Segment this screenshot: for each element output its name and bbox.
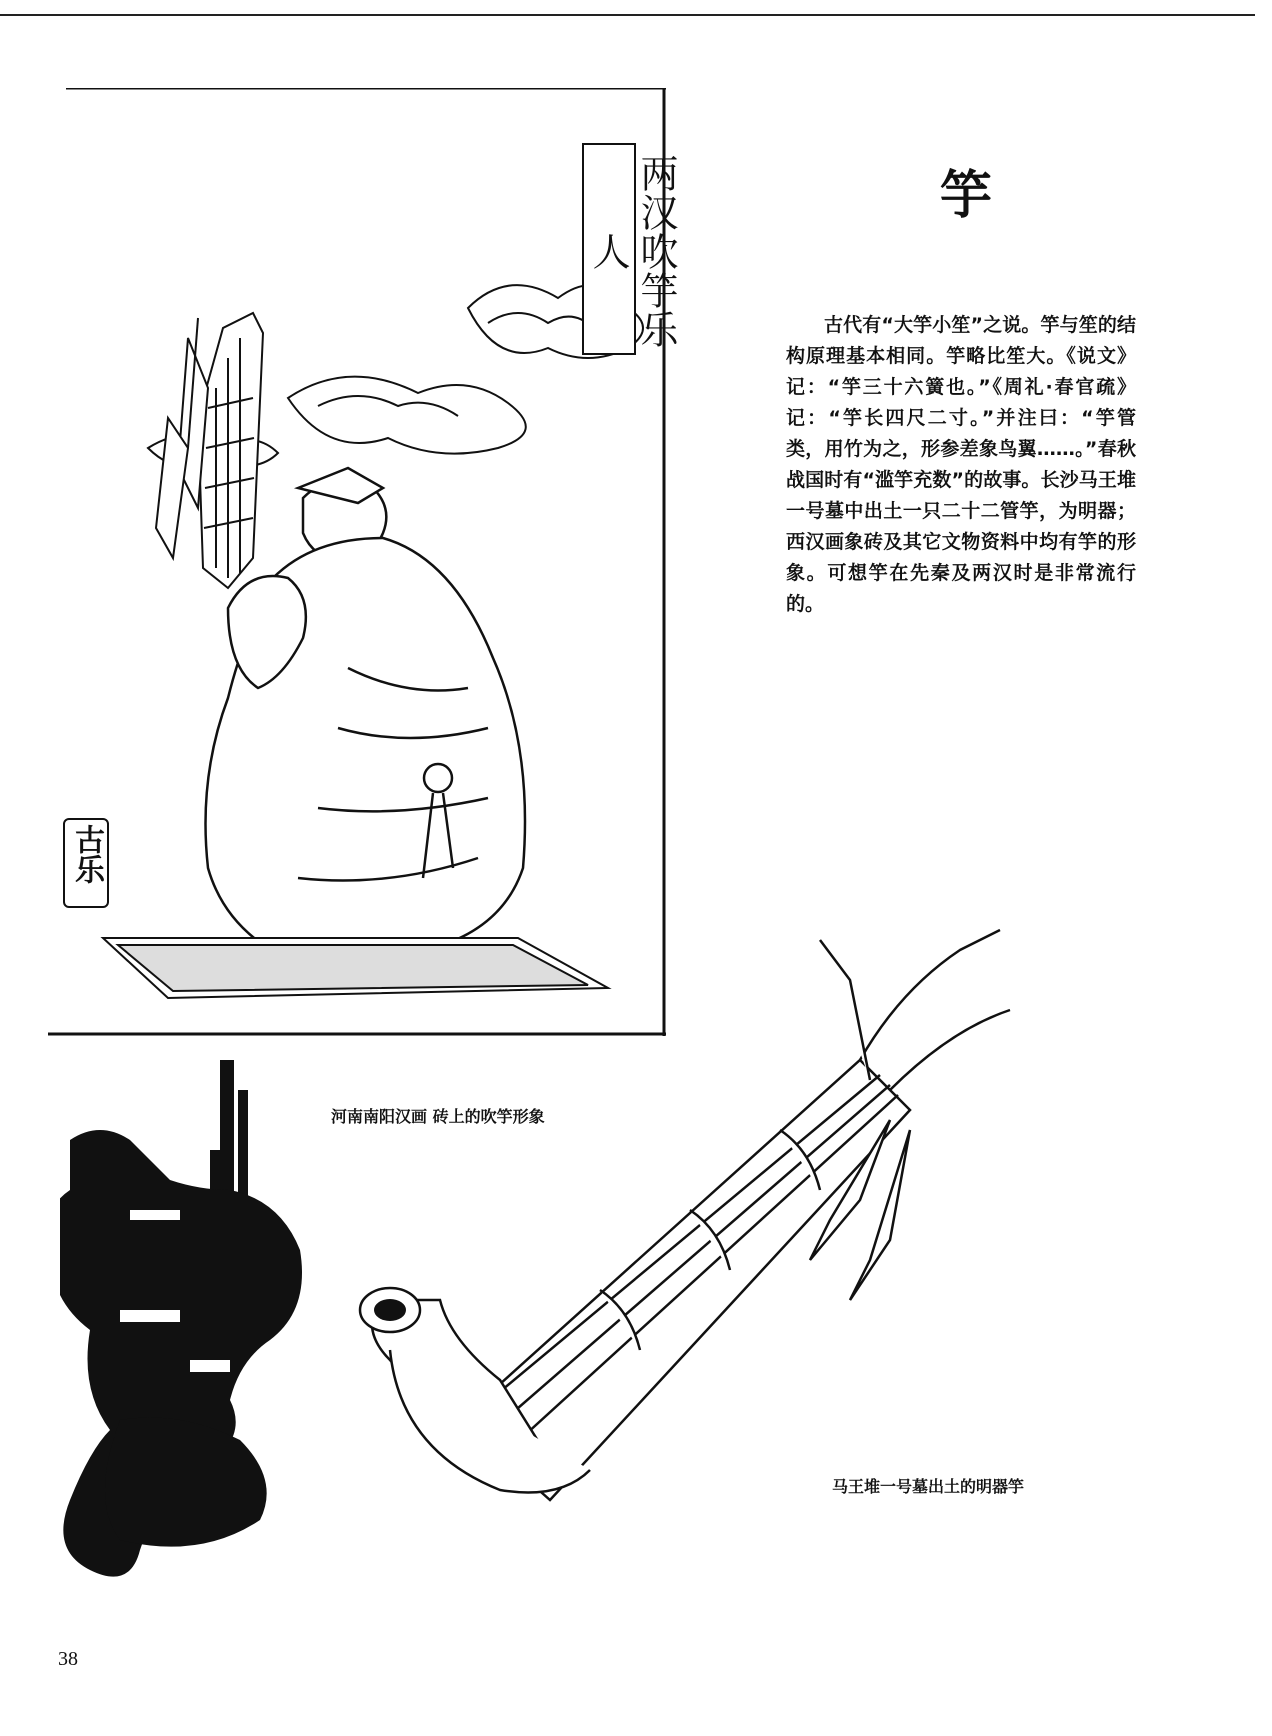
seal-text: 古乐 [69, 824, 104, 884]
rubbing-caption: 河南南阳汉画 砖上的吹竽形象 [331, 1107, 545, 1126]
musician-illustration [48, 88, 666, 1036]
artifact-caption: 马王堆一号墓出土的明器竽 [832, 1477, 1025, 1496]
han-brick-rubbing-image [60, 1060, 350, 1580]
page-title: 竽 [940, 166, 993, 226]
vertical-title: 两汉吹竽乐人 [586, 153, 678, 349]
mawangdui-yu-image [350, 900, 1150, 1590]
page-number: 38 [58, 1648, 78, 1670]
body-paragraph: 古代有“大竽小笙”之说。竽与笙的结构原理基本相同。竽略比笙大。《说文》记：“竽三十六簧也。”《周礼·春官疏》记：“竽长四尺二寸。”并注曰：“竽管类，用竹为之，形参差象鸟翼……。”春秋战国时有“滥竽充数”的故事。长沙马王堆一号墓中出土一只二十二管竽，为明器；西汉画象砖及其它文物资料中均有竽的形象。可想竽在先秦及两汉时是非常流行的。 [786, 314, 1136, 615]
top-rule [0, 14, 1255, 16]
seal-stamp [63, 818, 109, 908]
vertical-title-box [582, 143, 678, 355]
